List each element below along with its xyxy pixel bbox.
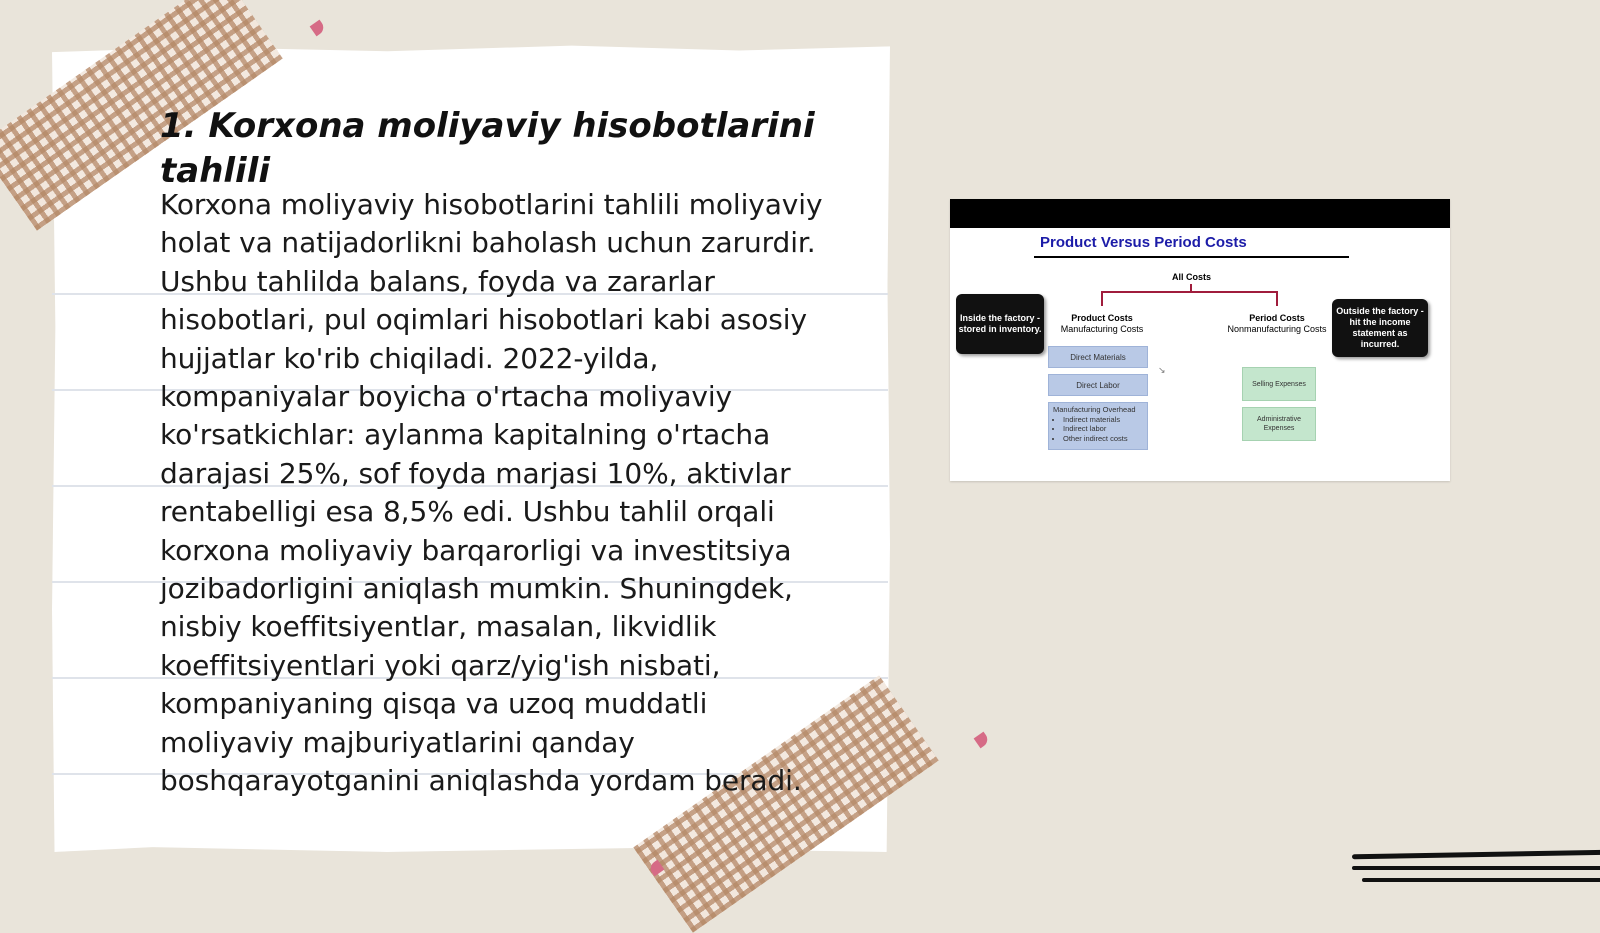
period-costs-heading — [1222, 313, 1332, 335]
administrative-expenses-box: Administrative Expenses — [1242, 407, 1316, 441]
cursor-icon: ↘ — [1158, 365, 1166, 375]
period-costs-sublabel: Nonmanufacturing Costs — [1227, 324, 1327, 334]
slide-body-text: Korxona moliyaviy hisobotlarini tahlili moliyaviy holat va natijadorlikni baholash uchun zarurdir. Ushbu tahlilda balans, foyda va zararlar hisobotlari, pul oqimlari hisobotlari kabi asosiy hujjatlar ko'rib chiqiladi. 2022-yilda, kompaniyalar boyicha o'rtacha moliyaviy ko'rsatkichlar: aylanma kapitalning o'rtacha darajasi 25%, sof foyda marjasi 10%, aktivlar rentabelligi esa 8,5% edi. Ushbu tahlil orqali korxona moliyaviy barqarorligi va investitsiya jozibadorligini aniqlash mumkin. Shuningdek, nisbiy koeffitsiyentlar, masalan, likvidlik koeffitsiyentlari yoki qarz/yig'ish nisbati, kompaniyaning qisqa va uzoq muddatli moliyaviy majburiyatlarini qanday boshqarayotganini aniqlashda yordam beradi. — [160, 188, 823, 798]
connector-line — [1101, 291, 1103, 306]
inside-factory-note: Inside the factory - stored in inventory. — [956, 294, 1044, 354]
diagram-title-underline — [1034, 256, 1349, 258]
brush-stroke — [1352, 866, 1600, 870]
diagram-root-node: All Costs — [1172, 272, 1212, 282]
selling-expenses-box: Selling Expenses — [1242, 367, 1316, 401]
product-costs-sublabel: Manufacturing Costs — [1060, 324, 1144, 334]
brush-stroke — [1362, 878, 1600, 882]
product-vs-period-costs-diagram — [950, 199, 1450, 481]
overhead-item: • Indirect labor — [1063, 424, 1143, 434]
slide-title: 1. Korxona moliyaviy hisobotlarini tahlili — [160, 106, 815, 191]
diagram-top-bar — [950, 199, 1450, 228]
overhead-item: • Indirect materials — [1063, 415, 1143, 425]
connector-line — [1101, 291, 1278, 293]
overhead-item: • Other indirect costs — [1063, 434, 1143, 444]
tape-end-icon — [310, 20, 327, 37]
overhead-label: Manufacturing Overhead — [1053, 405, 1136, 414]
brush-stroke — [1352, 850, 1600, 860]
connector-line — [1276, 291, 1278, 306]
tape-end-icon — [974, 732, 991, 749]
diagram-title: Product Versus Period Costs — [1040, 234, 1247, 251]
manufacturing-overhead-box — [1048, 402, 1148, 450]
period-costs-label: Period Costs — [1249, 313, 1305, 323]
product-costs-heading — [1050, 313, 1154, 335]
direct-materials-box: Direct Materials — [1048, 346, 1148, 368]
direct-labor-box: Direct Labor — [1048, 374, 1148, 396]
outside-factory-note: Outside the factory - hit the income statement as incurred. — [1332, 299, 1428, 357]
product-costs-label: Product Costs — [1071, 313, 1133, 323]
